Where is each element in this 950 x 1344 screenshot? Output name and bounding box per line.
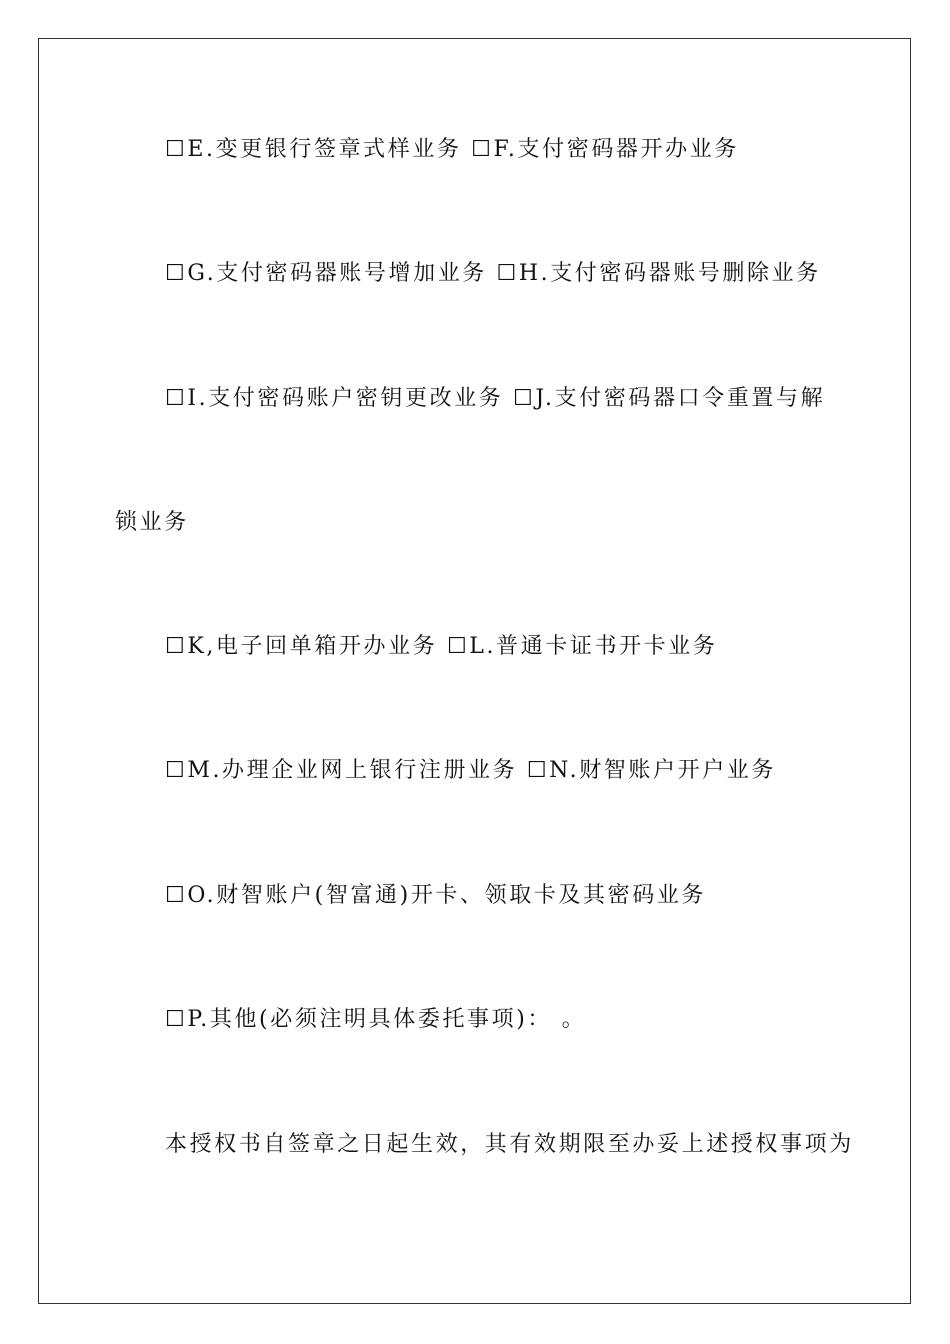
authorization-item-i-j: ☐I.支付密码账户密钥更改业务 ☐J.支付密码器口令重置与解 [165,386,826,411]
validity-statement: 本授权书自签章之日起生效，其有效期限至办妥上述授权事项为 [165,1132,854,1157]
authorization-item-p: ☐P.其他(必须注明具体委托事项)： 。 [165,1007,587,1032]
authorization-item-e-f: ☐E.变更银行签章式样业务 ☐F.支付密码器开办业务 [165,137,739,162]
authorization-item-o: ☐O.财智账户(智富通)开卡、领取卡及其密码业务 [165,883,707,908]
authorization-item-j-continued: 锁业务 [115,510,189,535]
authorization-item-g-h: ☐G.支付密码器账号增加业务 ☐H.支付密码器账号删除业务 [165,261,821,286]
authorization-item-k-l: ☐K,电子回单箱开办业务 ☐L.普通卡证书开卡业务 [165,634,718,659]
page-border [38,38,911,1304]
authorization-item-m-n: ☐M.办理企业网上银行注册业务 ☐N.财智账户开户业务 [165,758,776,783]
